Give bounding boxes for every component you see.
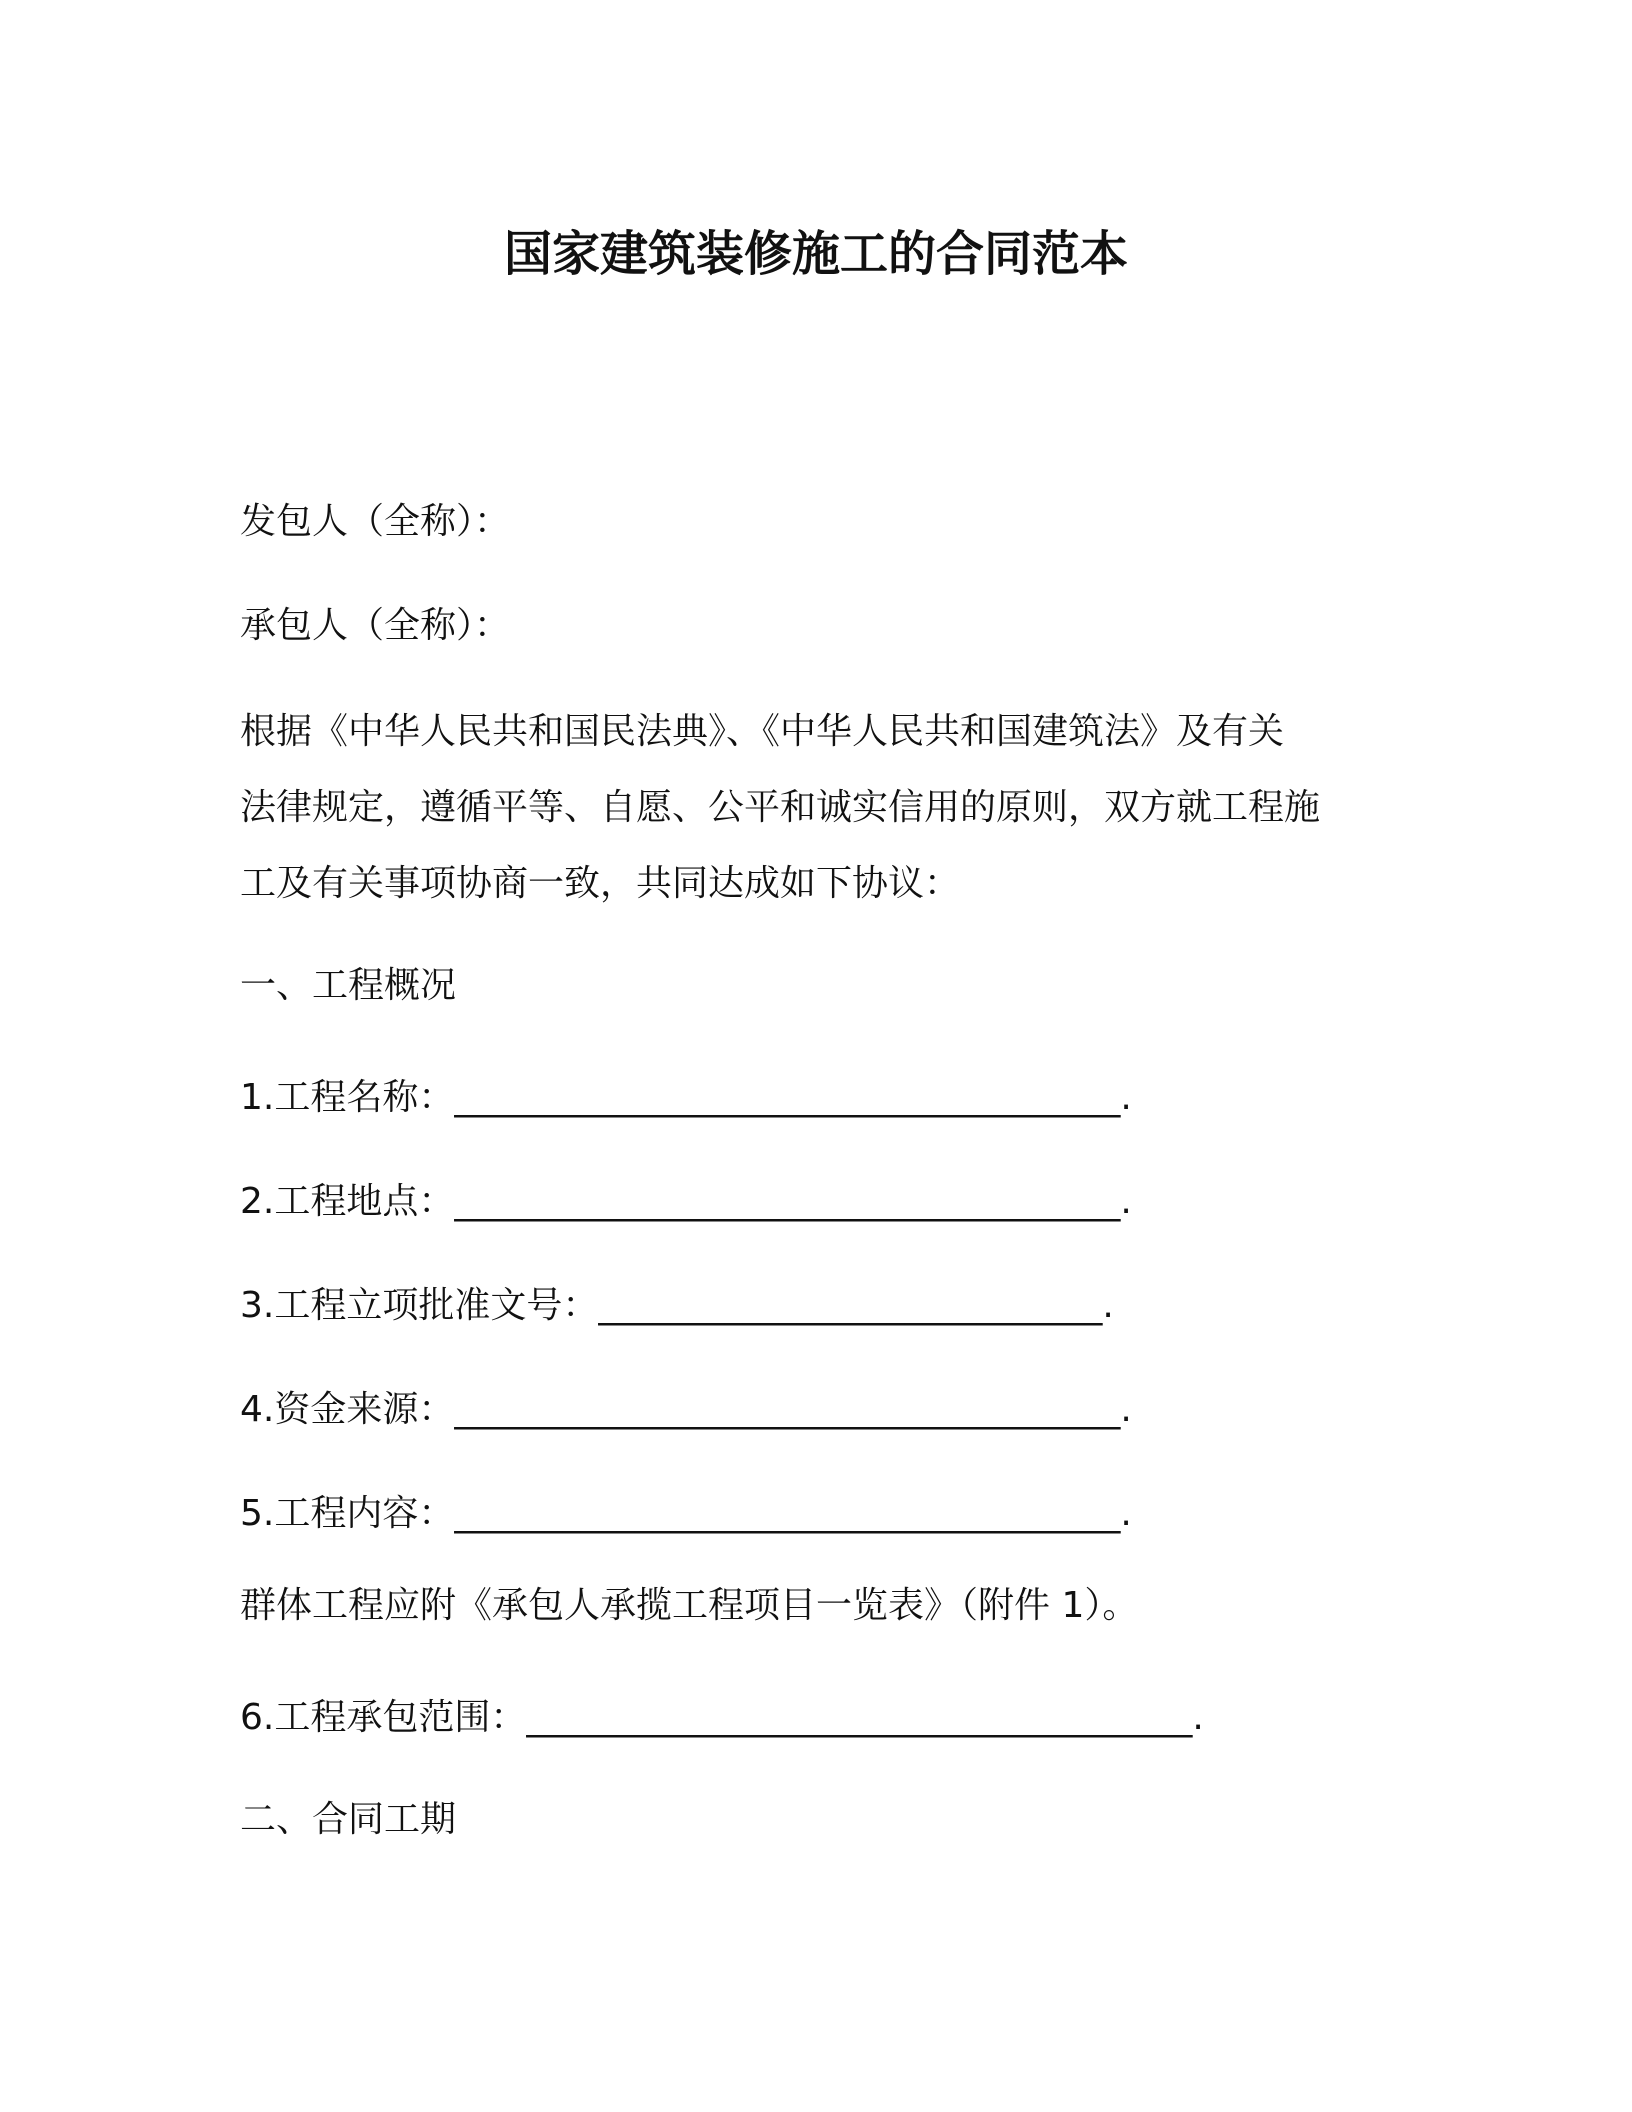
item-funding-source: 4.资金来源：_____________________________________. [240,1389,1132,1430]
item-scope: 6.工程承包范围：_____________________________________. [240,1697,1204,1738]
section-1-heading: 一、工程概况 [240,965,457,1006]
preamble-line-1: 根据《中华人民共和国民法典》、《中华人民共和国建筑法》及有关 [240,711,1285,752]
page-title: 国家建筑装修施工的合同范本 [503,226,1128,282]
group-project-note: 群体工程应附《承包人承揽工程项目一览表》（附件 1）。 [240,1585,1139,1626]
party-b-line: 承包人（全称）： [240,605,511,646]
item-project-content: 5.工程内容：_____________________________________. [240,1493,1132,1534]
party-a-line: 发包人（全称）： [240,501,511,542]
preamble-line-3: 工及有关事项协商一致，共同达成如下协议： [240,863,961,904]
preamble-line-2: 法律规定，遵循平等、自愿、公平和诚实信用的原则，双方就工程施 [240,787,1321,828]
item-approval-number: 3.工程立项批准文号：____________________________. [240,1285,1114,1326]
section-2-heading: 二、合同工期 [240,1799,457,1840]
preamble-paragraph [240,694,1380,922]
item-project-location: 2.工程地点：_____________________________________. [240,1181,1132,1222]
item-project-name: 1.工程名称：_____________________________________. [240,1077,1132,1118]
